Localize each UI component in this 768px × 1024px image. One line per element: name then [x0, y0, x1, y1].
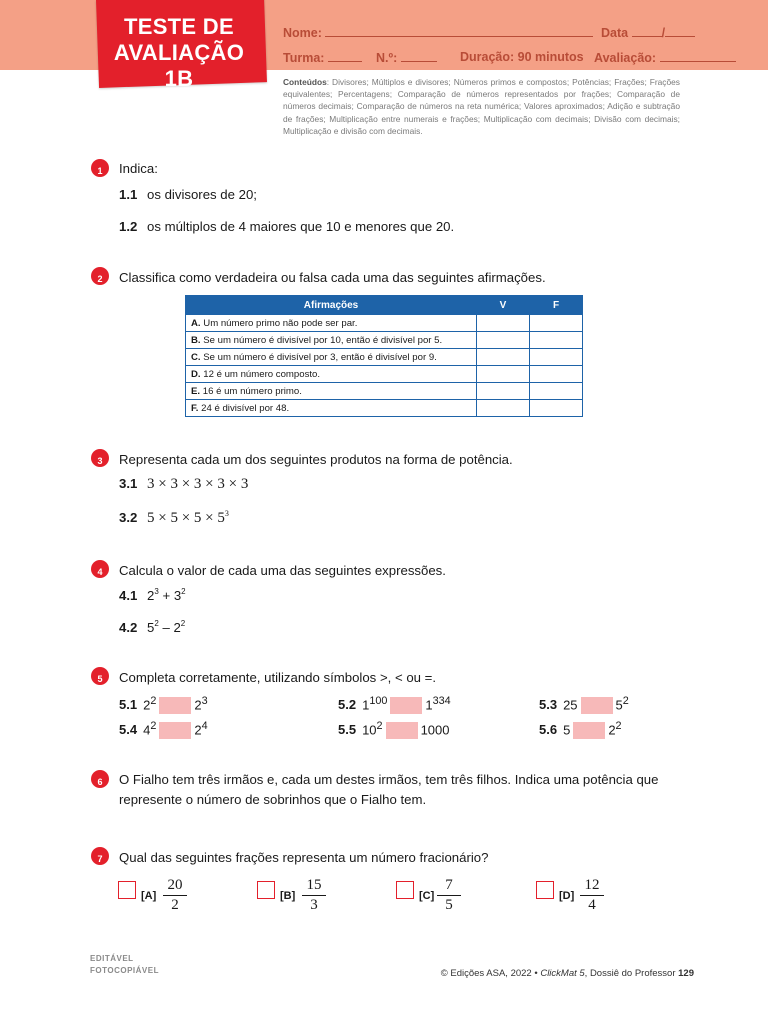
exponent: 2: [154, 619, 159, 628]
test-title: [101, 14, 257, 92]
question-number-3: 3: [91, 449, 109, 467]
numero-line[interactable]: [401, 50, 437, 62]
nome-line[interactable]: [325, 25, 593, 37]
sub-number: 3.2: [119, 510, 138, 525]
row-letter: C.: [191, 351, 201, 363]
sub-number: 5.4: [119, 722, 138, 738]
row-letter: D.: [191, 368, 201, 380]
question-1-2: [119, 219, 454, 234]
afirmacao-cell: [186, 349, 477, 366]
right-value: 5: [615, 697, 623, 713]
conteudos-label: Conteúdos: [283, 77, 327, 87]
afirmacao-cell: [186, 366, 477, 383]
operation: + 3: [158, 588, 182, 603]
option-a-label: [A]: [141, 890, 157, 902]
table-row: [186, 315, 583, 332]
afirmacao-cell: [186, 400, 477, 417]
option-a-checkbox[interactable]: [118, 881, 136, 899]
row-letter: B.: [191, 334, 201, 346]
numerator: 15: [302, 877, 326, 896]
conteudos-body: : Divisores; Múltiplos e divisores; Números primos e compostos; Potências; Frações; Frações equivalentes; Percentagens; Comparação de números representados por frações; Comparação de números decimais; Comparação de números na reta numérica; Valores aproximados; Adição e subtração de frações; Multiplicação entre numerais e frações; Multiplicação com decimais; Divisão com decimais; Multiplicação e divisão com decimais.: [283, 77, 680, 136]
numerator: 12: [580, 877, 604, 896]
table-row: [186, 383, 583, 400]
v-checkbox-cell[interactable]: [477, 366, 530, 383]
exponent: 334: [432, 695, 451, 707]
right-value: 2: [194, 722, 202, 738]
question-5-text: Completa corretamente, utilizando símbolos >, < ou =.: [119, 670, 437, 685]
title-line-1: TESTE DE: [124, 14, 234, 39]
duracao-text: Duração: 90 minutos: [460, 50, 584, 64]
v-checkbox-cell[interactable]: [477, 349, 530, 366]
option-b-fraction: [302, 877, 326, 914]
row-text: Se um número é divisível por 10, então é divisível por 5.: [200, 334, 443, 346]
row-text: 24 é divisível por 48.: [198, 402, 290, 414]
left-value: 4: [143, 722, 151, 738]
comparison-item: [539, 695, 629, 714]
exponent: 2: [376, 720, 383, 732]
table-row: [186, 332, 583, 349]
row-text: Se um número é divisível por 3, então é divisível por 9.: [200, 351, 437, 363]
copyright-text: © Edições ASA, 2022 •: [440, 968, 541, 979]
question-number-1: 1: [91, 159, 109, 177]
data-label: Data: [601, 26, 629, 40]
question-2-text: Classifica como verdadeira ou falsa cada uma das seguintes afirmações.: [119, 270, 546, 285]
avaliacao-line[interactable]: [660, 50, 736, 62]
col-falso: F: [530, 296, 583, 315]
question-1-1: [119, 187, 257, 202]
question-3-2: [119, 510, 229, 527]
title-line-2: AVALIAÇÃO 1B: [113, 40, 245, 91]
right-value: 2: [608, 722, 616, 738]
answer-box[interactable]: [390, 697, 422, 714]
sub-text: os múltiplos de 4 maiores que 10 e menores que 20.: [147, 219, 455, 234]
sub-text: os divisores de 20;: [147, 187, 257, 202]
comparison-item: [119, 695, 208, 714]
option-c-checkbox[interactable]: [396, 881, 414, 899]
row-text: 16 é um número primo.: [200, 385, 302, 397]
answer-box[interactable]: [386, 722, 418, 739]
v-checkbox-cell[interactable]: [477, 332, 530, 349]
question-number-5: 5: [91, 667, 109, 685]
afirmacao-cell: [186, 332, 477, 349]
exponent: 2: [180, 619, 186, 628]
option-b-label: [B]: [280, 890, 296, 902]
left-value: 1: [362, 697, 370, 713]
exponent: 2: [150, 720, 157, 732]
row-letter: E.: [191, 385, 201, 397]
afirmacao-cell: [186, 315, 477, 332]
nome-label: Nome:: [283, 26, 322, 40]
row-letter: F.: [191, 402, 199, 414]
right-value: 1000: [420, 722, 450, 738]
logo-line-1: EDITÁVEL: [90, 954, 134, 963]
sub-number: 3.1: [119, 476, 138, 491]
question-7-text: Qual das seguintes frações representa um número fracionário?: [119, 850, 489, 865]
turma-line[interactable]: [328, 50, 362, 62]
question-1-text: Indica:: [119, 161, 158, 176]
exponent: 2: [181, 587, 186, 596]
table-row: [186, 349, 583, 366]
dossie-text: , Dossiê do Professor: [584, 968, 679, 979]
row-letter: A.: [191, 317, 201, 329]
comparison-item: [119, 720, 208, 739]
question-4-text: Calcula o valor de cada uma das seguintes expressões.: [119, 563, 446, 578]
question-4-1: [119, 588, 186, 603]
sub-number: 5.5: [338, 722, 357, 738]
exponent: 2: [622, 695, 629, 707]
product-expression: 5 × 5 × 5 × 5: [147, 510, 225, 526]
turma-label: Turma:: [283, 51, 325, 65]
page-number: 129: [678, 968, 694, 979]
sub-number: 5.6: [539, 722, 558, 738]
option-d-checkbox[interactable]: [536, 881, 554, 899]
answer-box[interactable]: [581, 697, 613, 714]
denominator: 2: [171, 897, 179, 913]
question-6-line-2: represente o número de sobrinhos que o Fialho tem.: [119, 792, 427, 807]
sub-number: 1.2: [119, 219, 138, 234]
numerator: 20: [163, 877, 187, 896]
answer-box[interactable]: [573, 722, 605, 739]
editavel-logo: [90, 953, 159, 977]
exponent: 100: [369, 695, 388, 707]
footer-credits: [441, 968, 694, 979]
sub-number: 5.1: [119, 697, 138, 713]
question-number-7: 7: [91, 847, 109, 865]
f-checkbox-cell[interactable]: [530, 315, 583, 332]
f-checkbox-cell[interactable]: [530, 366, 583, 383]
option-c-label: [C]: [419, 890, 435, 902]
operation: – 2: [158, 620, 181, 635]
nome-field[interactable]: [283, 25, 593, 40]
left-value: 10: [362, 722, 377, 738]
exponent: 4: [201, 720, 208, 732]
afirmacao-cell: [186, 383, 477, 400]
answer-box[interactable]: [159, 697, 191, 714]
f-checkbox-cell[interactable]: [530, 400, 583, 417]
right-value: 1: [425, 697, 433, 713]
data-field[interactable]: Data /: [601, 25, 695, 40]
comparison-item: [338, 720, 450, 739]
question-number-2: 2: [91, 267, 109, 285]
option-d-fraction: [580, 877, 604, 914]
question-number-4: 4: [91, 560, 109, 578]
comparison-item: [539, 720, 622, 739]
left-value: 5: [563, 722, 571, 738]
v-checkbox-cell[interactable]: [477, 400, 530, 417]
conteudos-text: [283, 76, 680, 137]
option-d-label: [D]: [559, 890, 575, 902]
turma-field[interactable]: [283, 50, 362, 65]
sub-number: 5.3: [539, 697, 558, 713]
data-line-day[interactable]: [632, 25, 662, 37]
left-value: 25: [563, 697, 578, 713]
question-3-1: [119, 476, 248, 493]
col-afirmacoes: Afirmações: [186, 296, 477, 315]
comparison-item: [338, 695, 451, 714]
option-c-fraction: [437, 877, 461, 914]
question-number-6: 6: [91, 770, 109, 788]
numero-field[interactable]: [376, 50, 437, 65]
base: 2: [147, 588, 155, 603]
avaliacao-label: Avaliação:: [594, 51, 657, 65]
numero-label: N.º:: [376, 51, 398, 65]
left-value: 2: [143, 697, 151, 713]
right-value: 2: [194, 697, 202, 713]
afirmacoes-table: [185, 295, 583, 417]
v-checkbox-cell[interactable]: [477, 315, 530, 332]
exponent: 2: [150, 695, 157, 707]
answer-box[interactable]: [159, 722, 191, 739]
product-expression: 3 × 3 × 3 × 3 × 3: [147, 476, 249, 492]
logo-line-2: FOTOCOPIÁVEL: [90, 966, 159, 975]
sub-number: 4.2: [119, 620, 138, 635]
question-6-line-1: O Fialho tem três irmãos e, cada um destes irmãos, tem três filhos. Indica uma potência que: [119, 772, 659, 787]
denominator: 5: [445, 897, 453, 913]
exponent: 3: [201, 695, 208, 707]
f-checkbox-cell[interactable]: [530, 383, 583, 400]
question-3-text: Representa cada um dos seguintes produtos na forma de potência.: [119, 452, 513, 467]
row-text: 12 é um número composto.: [200, 368, 321, 380]
numerator: 7: [437, 877, 461, 896]
f-checkbox-cell[interactable]: [530, 332, 583, 349]
denominator: 3: [310, 897, 318, 913]
sub-number: 1.1: [119, 187, 138, 202]
question-4-2: [119, 620, 185, 635]
sub-number: 5.2: [338, 697, 357, 713]
exponent: 3: [154, 587, 159, 596]
base: 5: [147, 620, 155, 635]
table-row: [186, 366, 583, 383]
option-b-checkbox[interactable]: [257, 881, 275, 899]
exponent: 3: [224, 509, 229, 518]
sub-number: 4.1: [119, 588, 138, 603]
option-a-fraction: [163, 877, 187, 914]
avaliacao-field[interactable]: [594, 50, 736, 65]
book-title: ClickMat 5: [540, 968, 585, 979]
table-row: [186, 400, 583, 417]
exponent: 2: [615, 720, 622, 732]
data-line-month[interactable]: [665, 25, 695, 37]
v-checkbox-cell[interactable]: [477, 383, 530, 400]
denominator: 4: [588, 897, 596, 913]
col-verdadeiro: V: [477, 296, 530, 315]
row-text: Um número primo não pode ser par.: [200, 317, 358, 329]
f-checkbox-cell[interactable]: [530, 349, 583, 366]
